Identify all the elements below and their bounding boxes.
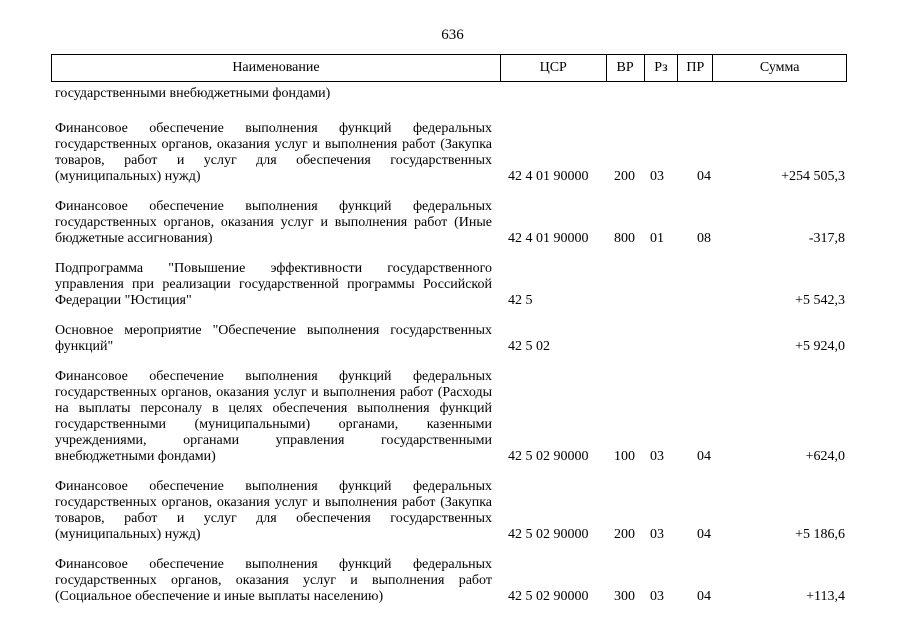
row-rz: 01 [650,231,664,246]
row-name: Основное мероприятие "Обеспечение выполнения государственных функций" [55,323,492,354]
header-name: Наименование [232,60,320,75]
row-sum: +5 924,0 [795,339,845,354]
table-row [55,261,845,309]
row-pr: 08 [697,231,711,246]
row-vr: 100 [614,449,635,464]
row-csr: 42 4 01 90000 [508,169,589,184]
row-pr: 04 [697,449,711,464]
row-rz: 03 [650,527,664,542]
table-row [55,121,845,185]
row-rz: 03 [650,169,664,184]
row-sum: +5 542,3 [795,293,845,308]
header-csr: ЦСР [500,55,606,81]
row-sum: +5 186,6 [795,527,845,542]
row-name: Финансовое обеспечение выполнения функций федеральных государственных органов, оказания услуг и выполнения работ (Социальное обеспечение и иные выплаты населению) [55,557,492,604]
table-row [55,557,845,605]
row-csr: 42 4 01 90000 [508,231,589,246]
row-name: Подпрограмма "Повышение эффективности государственного управления при реализации государственной программы Российской Федерации "Юстиция" [55,261,492,308]
row-csr: 42 5 [508,293,533,308]
row-sum: +254 505,3 [781,169,845,184]
row-vr: 800 [614,231,635,246]
row-pr: 04 [697,527,711,542]
row-name: Финансовое обеспечение выполнения функций федеральных государственных органов, оказания услуг и выполнения работ (Расходы на выплаты персоналу в целях обеспечения выполнения функций государственными (муниципальными) органами, казенными учреждениями, органами управления государственными внебюджетными фондами) [55,369,492,464]
row-name: Финансовое обеспечение выполнения функций федеральных государственных органов, оказания услуг и выполнения работ (Иные бюджетные ассигнования) [55,199,492,246]
table-row [55,323,845,355]
row-vr: 200 [614,527,635,542]
row-rz: 03 [650,589,664,604]
table-row [55,86,845,102]
table-row [55,369,845,465]
row-csr: 42 5 02 90000 [508,527,589,542]
row-name: государственными внебюджетными фондами) [55,86,331,101]
row-csr: 42 5 02 90000 [508,449,589,464]
row-sum: +113,4 [806,589,845,604]
row-vr: 300 [614,589,635,604]
table-header [51,54,847,82]
row-name: Финансовое обеспечение выполнения функций федеральных государственных органов, оказания услуг и выполнения работ (Закупка товаров, работ и услуг для обеспечения государственных (муниципальных) нужд) [55,121,492,184]
row-sum: -317,8 [808,231,845,246]
page-number: 636 [441,27,464,43]
row-pr: 04 [697,169,711,184]
row-name: Финансовое обеспечение выполнения функций федеральных государственных органов, оказания услуг и выполнения работ (Закупка товаров, работ и услуг для обеспечения государственных (муниципальных) нужд) [55,479,492,542]
table-row [55,479,845,543]
table-row [55,199,845,247]
row-csr: 42 5 02 90000 [508,589,589,604]
row-pr: 04 [697,589,711,604]
header-vr: ВР [606,55,644,81]
table-body [55,86,845,605]
row-rz: 03 [650,449,664,464]
row-sum: +624,0 [805,449,845,464]
header-sum: Сумма [712,55,846,81]
row-csr: 42 5 02 [508,339,550,354]
header-pr: ПР [677,55,712,81]
header-rz: Рз [644,55,678,81]
row-vr: 200 [614,169,635,184]
